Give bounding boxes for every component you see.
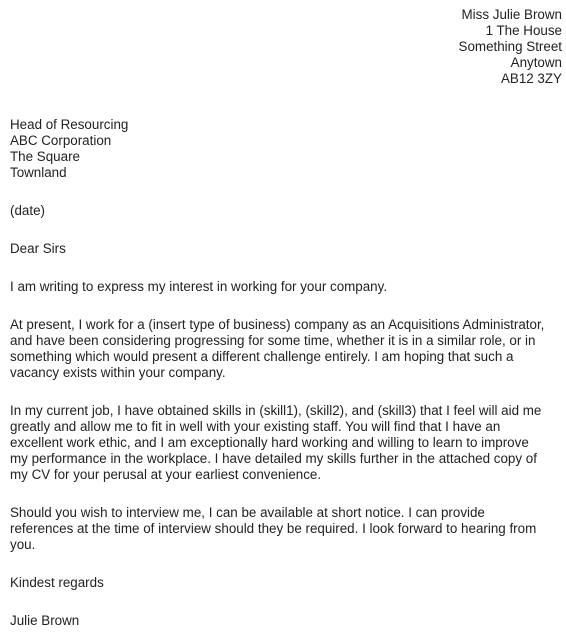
- recipient-town: Townland: [10, 165, 67, 180]
- paragraph-line: Should you wish to interview me, I can be available at short notice. I can provide: [10, 505, 485, 520]
- letter-document: [10, 7, 562, 629]
- signature-name: Julie Brown: [10, 613, 80, 628]
- paragraph-line: you.: [10, 537, 36, 552]
- paragraph-interview: [10, 505, 562, 553]
- recipient-title: Head of Resourcing: [10, 117, 129, 132]
- paragraph-line: vacancy exists within your company.: [10, 365, 226, 380]
- paragraph-skills: [10, 403, 562, 483]
- paragraph-line: In my current job, I have obtained skills in (skill1), (skill2), and (skill3) that I feel will aid me: [10, 403, 542, 418]
- letter-date: (date): [10, 203, 45, 218]
- recipient-street: The Square: [10, 149, 80, 164]
- paragraph-line: references at the time of interview should they be required. I look forward to hearing from: [10, 521, 537, 536]
- paragraph-line: something which would present a different challenge entirely. I am hoping that such a: [10, 349, 514, 364]
- paragraph-line: my CV for your perusal at your earliest convenience.: [10, 467, 322, 482]
- recipient-company: ABC Corporation: [10, 133, 112, 148]
- salutation: Dear Sirs: [10, 241, 66, 256]
- paragraph-line: my performance in the workplace. I have detailed my skills further in the attached copy of: [10, 451, 537, 466]
- paragraph-line: I am writing to express my interest in working for your company.: [10, 279, 388, 294]
- paragraph-intro: [10, 279, 562, 295]
- sender-street-1: 1 The House: [485, 23, 562, 38]
- sender-street-2: Something Street: [458, 39, 562, 54]
- paragraph-line: excellent work ethic, and I am exceptionally hard working and willing to learn to improve: [10, 435, 529, 450]
- paragraph-current-role: [10, 317, 562, 381]
- sender-address: [10, 7, 562, 87]
- paragraph-line: and have been considering progressing for some time, whether it is in a similar role, or in: [10, 333, 536, 348]
- sender-name: Miss Julie Brown: [461, 7, 562, 22]
- sender-postcode: AB12 3ZY: [500, 71, 562, 86]
- paragraph-line: At present, I work for a (insert type of business) company as an Acquisitions Administrator,: [10, 317, 545, 332]
- paragraph-line: greatly and allow me to fit in well with your existing staff. You will find that I have an: [10, 419, 501, 434]
- sender-town: Anytown: [510, 55, 562, 70]
- closing: Kindest regards: [10, 575, 104, 590]
- recipient-address: [10, 117, 562, 181]
